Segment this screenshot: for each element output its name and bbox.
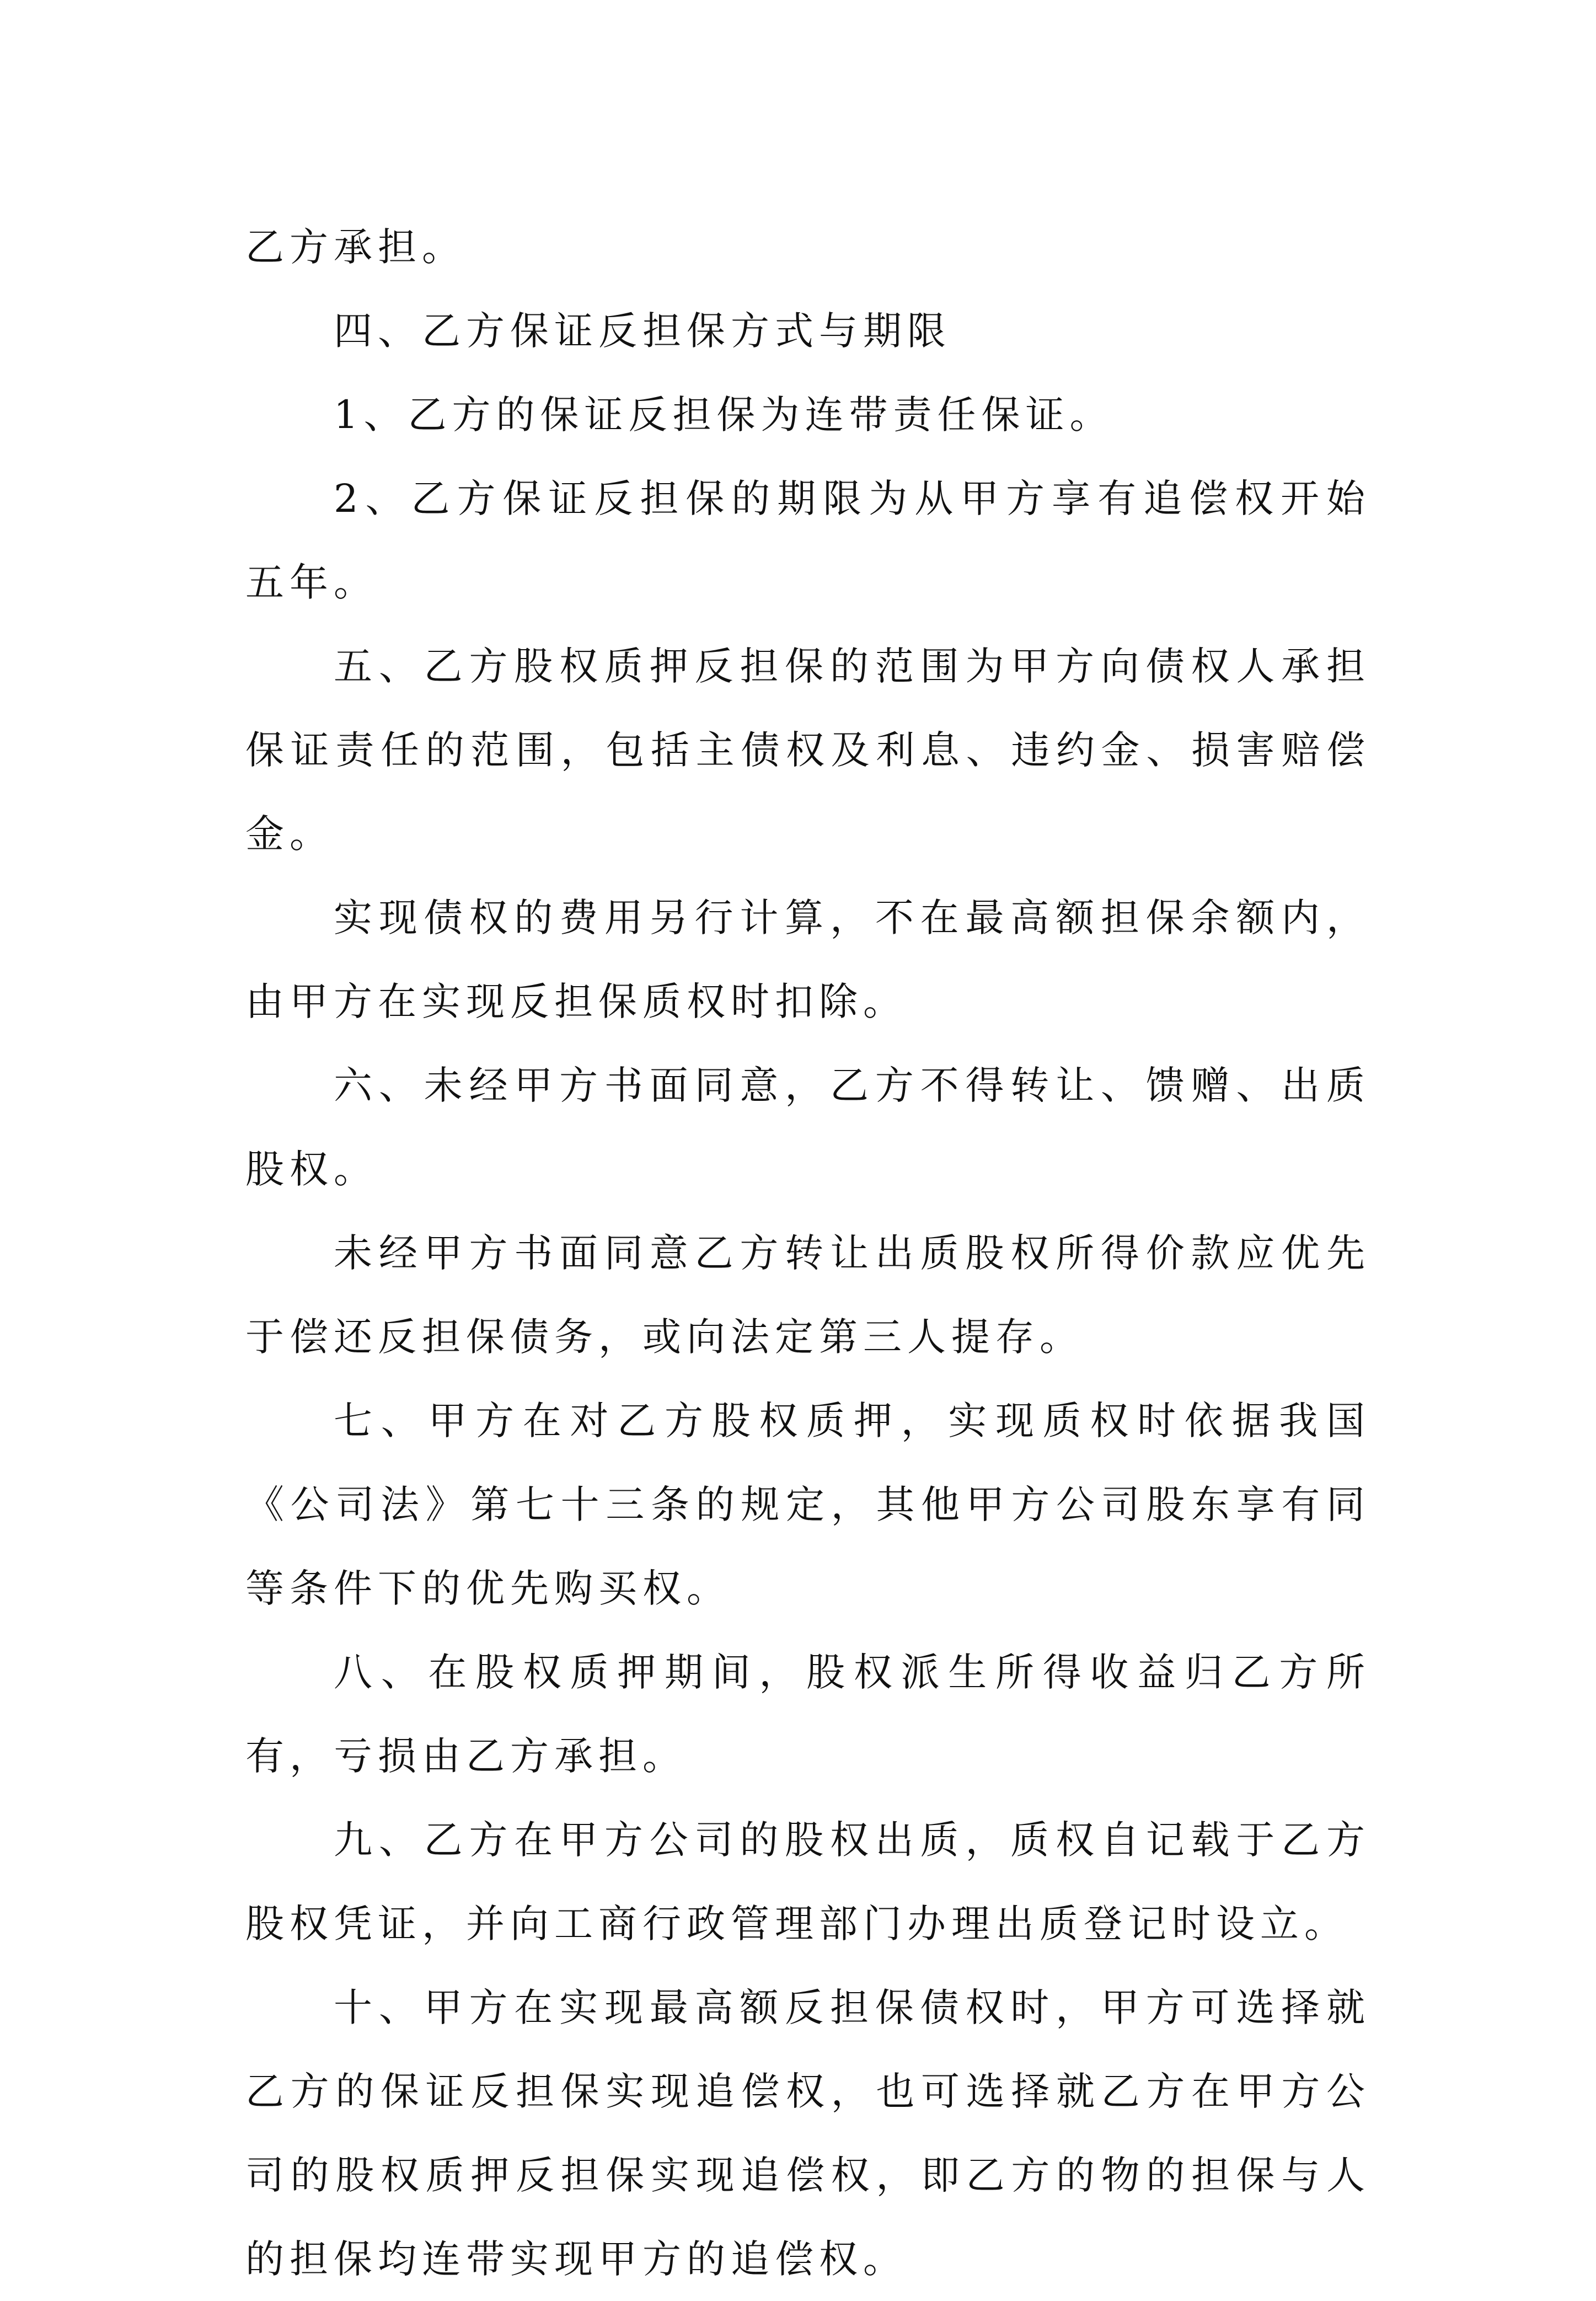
clause-7: 七、甲方在对乙方股权质押，实现质权时依据我国《公司法》第七十三条的规定，其他甲方公司股东享有同等条件下的优先购买权。 <box>245 1398 1370 1611</box>
clause-5: 五、乙方股权质押反担保的范围为甲方向债权人承担保证责任的范围，包括主债权及利息、违约金、损害赔偿金。 <box>245 644 1370 857</box>
clause-4-2: 2、乙方保证反担保的期限为从甲方享有追偿权开始五年。 <box>245 476 1370 605</box>
document-body <box>245 205 1370 2301</box>
clause-4-1: 1、乙方的保证反担保为连带责任保证。 <box>334 392 1114 437</box>
paragraph-continuation: 乙方承担。 <box>245 224 466 270</box>
clause-6-proceeds: 未经甲方书面同意乙方转让出质股权所得价款应优先于偿还反担保债务，或向法定第三人提存。 <box>245 1230 1370 1360</box>
clause-6: 六、未经甲方书面同意，乙方不得转让、馈赠、出质股权。 <box>245 1063 1370 1192</box>
section-heading-4: 四、乙方保证反担保方式与期限 <box>334 308 951 354</box>
clause-8: 八、在股权质押期间，股权派生所得收益归乙方所有，亏损由乙方承担。 <box>245 1650 1370 1779</box>
clause-9: 九、乙方在甲方公司的股权出质，质权自记载于乙方股权凭证，并向工商行政管理部门办理出质登记时设立。 <box>245 1817 1370 1946</box>
clause-5-expenses: 实现债权的费用另行计算，不在最高额担保余额内，由甲方在实现反担保质权时扣除。 <box>245 895 1370 1024</box>
clause-10: 十、甲方在实现最高额反担保债权时，甲方可选择就乙方的保证反担保实现追偿权，也可选择就乙方在甲方公司的股权质押反担保实现追偿权，即乙方的物的担保与人的担保均连带实现甲方的追偿权。 <box>245 1985 1370 2282</box>
